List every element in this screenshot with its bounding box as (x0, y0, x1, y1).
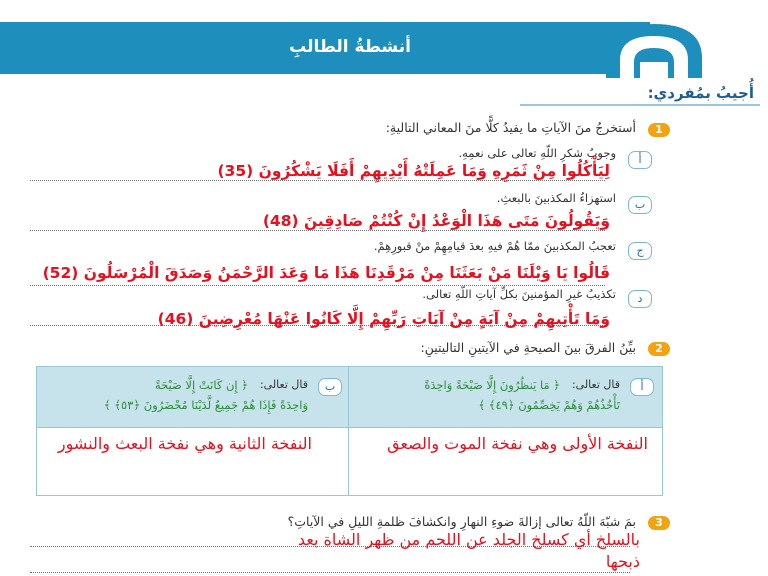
question-number-badge: 1 (648, 123, 670, 137)
item-prompt: تعجبُ المكذبينَ ممّا هُمْ فيهِ بعدَ قيامِهِمْ منْ قبورِهِمْ. (373, 239, 616, 253)
item-letter-badge: أ (628, 151, 652, 169)
answer-line (30, 180, 605, 181)
verse-line: ﴿ مَا يَنظُرُونَ إِلَّا صَيْحَةً وَاحِدَةً (424, 378, 560, 392)
answer-line (30, 230, 605, 231)
verse-line: ﴿ إِن كَانَتْ إِلَّا صَيْحَةً (154, 378, 248, 392)
item-letter-badge: ج (628, 242, 652, 260)
item-prompt: تكذيبُ غيرِ المؤمنينَ بكلِّ آياتِ اللّهِ تعالى. (422, 287, 616, 301)
question-number-badge: 3 (648, 516, 670, 530)
item-letter-badge: ب (628, 196, 652, 214)
qala-label: قال تعالى: (259, 378, 308, 391)
answer-verse[interactable]: وَمَا تَأْتِيهِمْ مِنْ آيَةٍ مِنْ آيَاتِ رَبِّهِمْ إِلَّا كَانُوا عَنْهَا مُعْرِضِينَ (46) (157, 310, 610, 328)
cell-answer[interactable]: النفخة الأولى وهي نفخة الموت والصعق (387, 434, 648, 453)
answer-line (30, 572, 630, 573)
verse-line: وَاحِدَةً فَإِذَا هُمْ جَمِيعٌ لَّدَيْنَا مُحْضَرُونَ ﴿٥٣﴾ ﴾ (103, 398, 308, 412)
cell-answer[interactable]: النفخة الثانية وهي نفخة البعث والنشور (57, 434, 312, 453)
answer-verse[interactable]: وَيَقُولُونَ مَتَى هَذَا الْوَعْدُ إِنْ كُنْتُمْ صَادِقِينَ (48) (262, 212, 610, 230)
answer-verse[interactable]: لِيَأْكُلُوا مِنْ ثَمَرِهِ وَمَا عَمِلَتْهُ أَيْدِيهِمْ أَفَلَا يَشْكُرُونَ (35) (217, 162, 610, 180)
section-divider (520, 104, 760, 106)
item-letter-badge: د (628, 290, 652, 308)
question-text: بيِّنُ الفرقَ بينَ الصيحةِ في الآيتينِ التاليتينِ: (420, 340, 636, 355)
item-prompt: وجوبُ شكرِ اللّهِ تعالى على نعمِهِ. (458, 146, 616, 160)
table-column-divider (348, 366, 349, 496)
cell-letter-badge: ب (318, 378, 342, 396)
page-title: أنشطةُ الطالبِ (289, 37, 411, 57)
question-text: بمَ شبّهَ اللّهُ تعالى إزالةَ ضوءِ النهارِ وانكشافَ ظلمةِ الليلِ في الآياتِ؟ (287, 514, 636, 529)
cell-letter-badge: أ (630, 378, 654, 396)
verse-line: تَأْخُذُهُمْ وَهُمْ يَخِصِّمُونَ ﴿٤٩﴾ ﴾ (478, 398, 620, 412)
question-number-badge: 2 (648, 342, 670, 356)
item-prompt: استهزاءُ المكذبينَ بالبعثِ. (496, 191, 616, 205)
answer-verse[interactable]: قَالُوا يَا وَيْلَنَا مَنْ بَعَثَنَا مِنْ مَرْقَدِنَا هَذَا مَا وَعَدَ الرَّحْمَنُ وَصَدَقَ الْمُرْسَلُونَ (52) (42, 264, 610, 282)
section-heading: أُجيبُ بمُفردي: (647, 84, 754, 102)
answer-line (30, 285, 605, 286)
verses-table-header-row (36, 366, 663, 428)
question-text: أستخرجُ منَ الآياتِ ما يفيدُ كلًّا منَ المعاني التاليةِ: (385, 120, 636, 135)
qala-label: قال تعالى: (571, 378, 620, 391)
arch-logo-icon (598, 18, 710, 78)
answer-text[interactable]: ذبحها (605, 552, 640, 571)
answer-text[interactable]: بالسلخ أي كسلخ الجلد عن اللحم من ظهر الشاة بعد (297, 530, 640, 549)
